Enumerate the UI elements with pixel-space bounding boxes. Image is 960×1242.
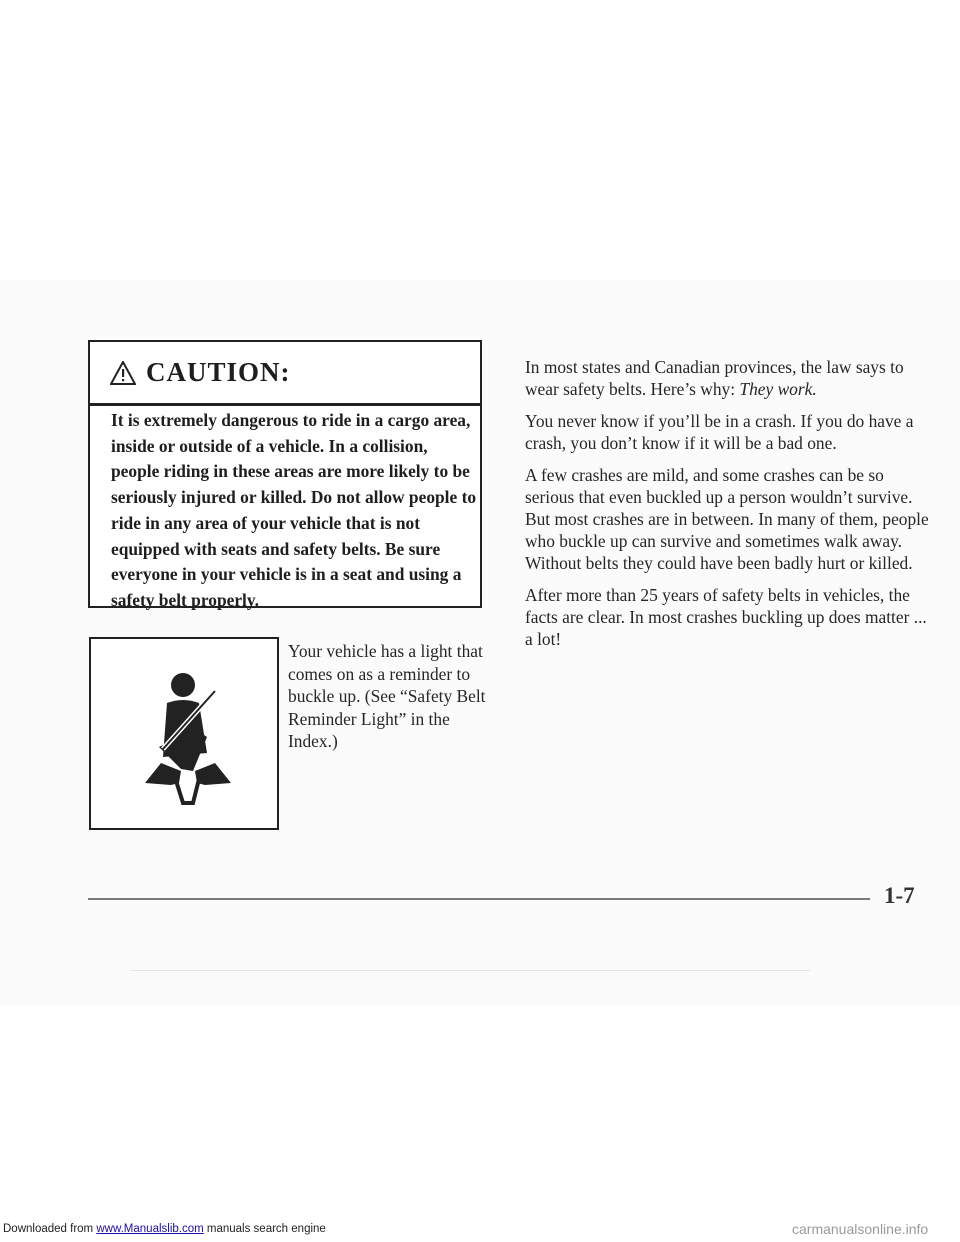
paragraph-1: [525, 356, 935, 400]
caution-box: [88, 340, 482, 608]
paragraph-1-text: In most states and Canadian provinces, the law says to wear safety belts. Here’s why:: [525, 357, 904, 399]
page-number: 1-7: [884, 883, 915, 908]
watermark: carmanualsonline.info: [792, 1221, 929, 1237]
body-column: [525, 356, 935, 660]
safety-belt-icon: [141, 671, 235, 805]
warning-triangle-icon: [110, 361, 136, 385]
download-prefix: Downloaded from: [3, 1223, 97, 1235]
safety-belt-icon-box: [89, 637, 279, 830]
faint-divider: [130, 970, 810, 971]
reminder-text: Your vehicle has a light that comes on as a reminder to buckle up. (See “Safety Belt Reminder Light” in the Index.): [288, 641, 486, 751]
paragraph-2: You never know if you’ll be in a crash. If you do have a crash, you don’t know if it will be a bad one.: [525, 411, 914, 453]
footer-rule: [88, 898, 870, 900]
caution-header: [90, 342, 480, 406]
paragraph-3: A few crashes are mild, and some crashes can be so serious that even buckled up a person wouldn’t survive. But most crashes are in between. In many of them, people who buckle up can survive and sometimes walk away. Without belts they could have been badly hurt or killed.: [525, 465, 929, 573]
paragraph-1-emphasis: They work.: [739, 379, 817, 399]
caution-title: CAUTION:: [146, 357, 291, 387]
manualslib-link[interactable]: www.Manualslib.com: [96, 1223, 204, 1235]
caution-text: It is extremely dangerous to ride in a cargo area, inside or outside of a vehicle. In a collision, people riding in these areas are more likely to be seriously injured or killed. Do not allow people to ride in any area of your vehicle that is not equipped with seats and safety belts. Be sure everyone in your vehicle is in a seat and using a safety belt properly.: [111, 410, 477, 610]
paragraph-4: After more than 25 years of safety belts in vehicles, the facts are clear. In most crashes buckling up does matter ... a lot!: [525, 585, 927, 649]
download-suffix: manuals search engine: [203, 1223, 326, 1235]
